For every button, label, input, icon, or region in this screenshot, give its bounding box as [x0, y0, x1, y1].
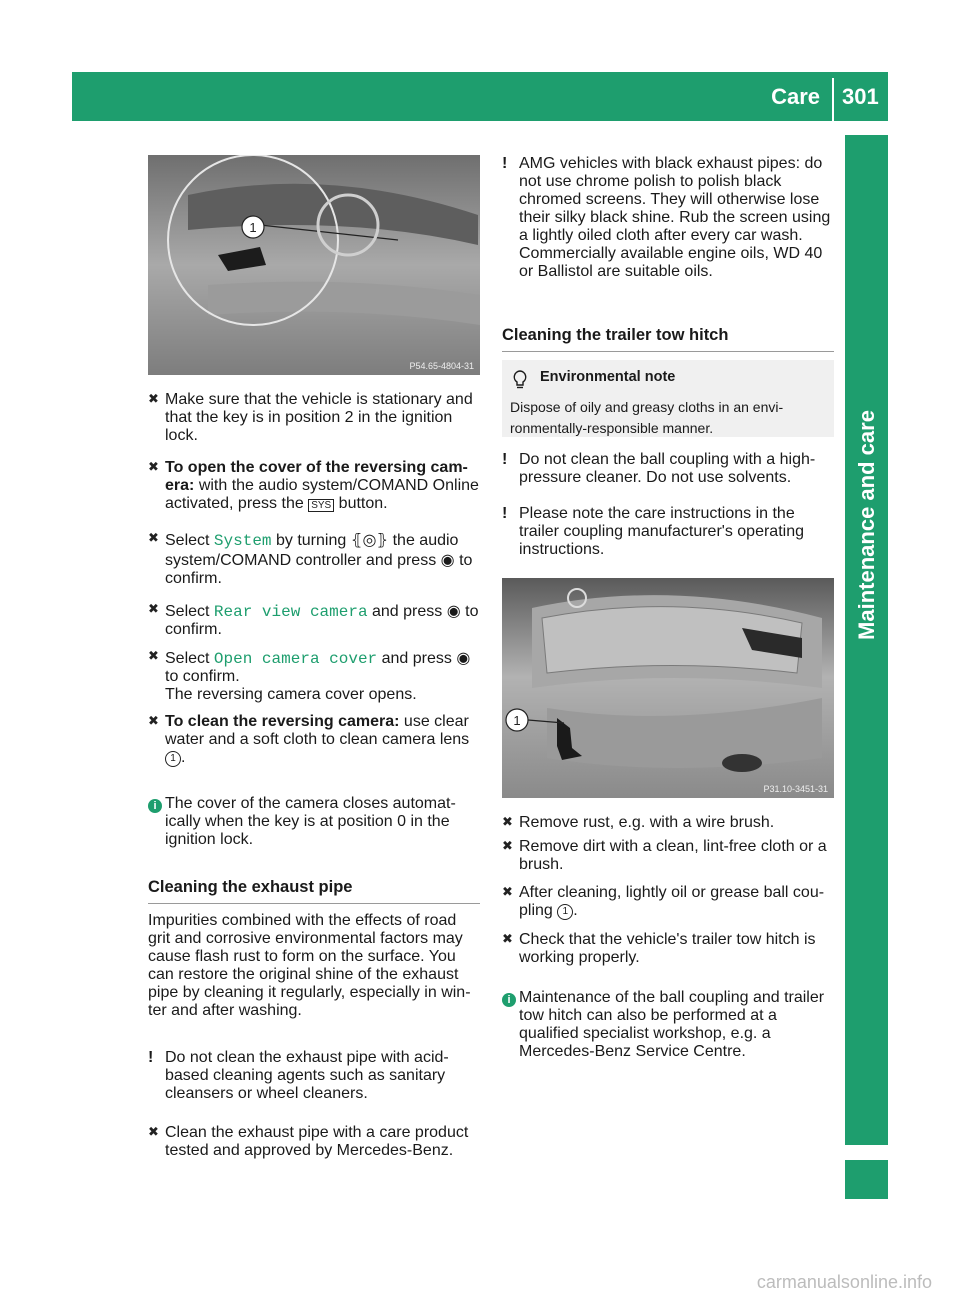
callout-1: 1 — [165, 751, 181, 767]
page-number: 301 — [842, 84, 879, 109]
step-check-text: Check that the vehicle's trailer tow hitch is working properly. — [519, 931, 816, 966]
step-arrow-icon: ✖ — [148, 713, 159, 728]
photo-tow-hitch — [502, 578, 834, 798]
info-icon: i — [502, 993, 516, 1007]
info-icon: i — [148, 799, 162, 813]
warning-pressure — [502, 451, 836, 487]
controller-turn-icon: ⦃◎⦄ — [350, 532, 389, 549]
menu-item-open-camera-cover: Open camera cover — [213, 650, 378, 668]
heading-rule — [502, 351, 834, 352]
step-select-rear-view — [148, 601, 480, 639]
heading-hitch: Cleaning the trailer tow hitch — [502, 326, 729, 344]
heading-exhaust: Cleaning the exhaust pipe — [148, 878, 353, 896]
warning-icon: ! — [502, 155, 508, 172]
step-oil-ball: ✖ After cleaning, lightly oil or grease ball cou-pling 1 . — [502, 884, 825, 919]
warning-exhaust — [148, 1049, 480, 1103]
step-dirt-text: Remove dirt with a clean, lint-free cloth or a brush. — [519, 838, 827, 873]
controller-press-icon: ◉ — [456, 650, 471, 667]
step-clean-text: use clear water and a soft cloth to clean camera lens — [165, 713, 470, 748]
exhaust-paragraph: Impurities combined with the effects of road grit and corrosive environmental factors may cause flash rust to form on the surface. You can restore the original shine of the exhaust pipe by cleaning it regularly, especially in win-ter and after washing. — [148, 912, 471, 1019]
select-label: Select — [165, 532, 210, 549]
photo1-code: P54.65-4804-31 — [409, 361, 474, 371]
step-oil-text: After cleaning, lightly oil or grease ball cou-pling — [519, 884, 825, 919]
env-text: Dispose of oily and greasy cloths in an envi-ronmentally-responsible manner. — [510, 399, 784, 436]
heading-rule — [148, 903, 480, 904]
menu-item-system: System — [213, 532, 272, 550]
warning-care-text: Please note the care instructions in the trailer coupling manufacturer's operating instructions. — [519, 505, 804, 558]
controller-press-icon: ◉ — [440, 552, 455, 569]
step-check-hitch — [502, 931, 836, 967]
section-title: Care — [771, 84, 820, 109]
step-arrow-icon: ✖ — [148, 601, 159, 616]
select-label: Select — [165, 603, 210, 620]
step-arrow-icon: ✖ — [148, 648, 159, 663]
environmental-note — [502, 360, 834, 437]
step-arrow-icon: ✖ — [502, 884, 513, 899]
step-stationary — [148, 391, 480, 445]
step-open-cover — [148, 459, 480, 513]
step-clean-camera: ✖ To clean the reversing camera: use clear water and a soft cloth to clean camera lens 1 . — [148, 713, 470, 766]
warning-amg-text: AMG vehicles with black exhaust pipes: do not use chrome polish to polish black chromed screens. They will otherwise lose their silky black shine. Rub the screen using a lightly oiled cloth after every car wash. Commercially available engine oils, WD 40 or Ballistol are suitable oils. — [519, 155, 831, 280]
step-arrow-icon: ✖ — [502, 838, 513, 853]
step-stationary-text: Make sure that the vehicle is stationary and that the key is in position 2 in the ignition lock. — [165, 391, 473, 444]
photo2-code: P31.10-3451-31 — [763, 784, 828, 794]
step-remove-dirt — [502, 838, 836, 874]
select-tail: the audio system/COMAND controller and press — [165, 532, 459, 569]
step-arrow-icon: ✖ — [148, 391, 159, 406]
warning-care — [502, 505, 836, 559]
step-open-text: with the audio system/COMAND Online activated, press the — [165, 477, 479, 512]
select-label: Select — [165, 650, 210, 667]
step-select-system — [148, 530, 480, 588]
info1-text: The cover of the camera closes automat-ically when the key is at position 0 in the ignition lock. — [165, 795, 456, 848]
step-arrow-icon: ✖ — [148, 459, 159, 474]
controller-press-icon: ◉ — [446, 603, 461, 620]
side-chapter-text: Maintenance and care — [853, 410, 879, 640]
header-divider — [832, 78, 834, 121]
select-tail: to confirm. — [165, 603, 479, 638]
env-title: Environmental note — [540, 369, 676, 385]
callout-1: 1 — [557, 904, 573, 920]
menu-item-rear-view-camera: Rear view camera — [213, 603, 368, 621]
step-arrow-icon: ✖ — [502, 814, 513, 829]
sys-button-icon: SYS — [308, 499, 334, 512]
info2-text: Maintenance of the ball coupling and trailer tow hitch can also be performed at a qualified specialist workshop, e.g. a Mercedes-Benz Service Centre. — [519, 989, 825, 1060]
step-arrow-icon: ✖ — [148, 530, 159, 545]
step-open-tail: button. — [338, 495, 388, 512]
step-open-bold: To open the cover of the reversing cam-era: — [165, 459, 468, 494]
photo-reversing-camera — [148, 155, 480, 375]
warning-icon: ! — [502, 451, 508, 468]
step-select-open-cover — [148, 648, 480, 704]
warning-amg — [502, 155, 836, 281]
select-result: The reversing camera cover opens. — [165, 686, 417, 703]
header-bar — [72, 72, 888, 121]
photo2-callout: 1 — [513, 713, 521, 728]
lightbulb-icon — [512, 370, 528, 390]
step-clean-exhaust — [148, 1124, 480, 1160]
select-post: and press — [372, 603, 443, 620]
side-chapter-label — [845, 135, 888, 1145]
step-arrow-icon: ✖ — [148, 1124, 159, 1139]
to-confirm: to confirm. — [165, 668, 240, 685]
photo1-callout: 1 — [249, 220, 257, 235]
step-exhaust-text: Clean the exhaust pipe with a care product tested and approved by Mercedes-Benz. — [165, 1124, 469, 1159]
to-confirm: to confirm. — [165, 552, 473, 587]
warning-exhaust-text: Do not clean the exhaust pipe with acid-based cleaning agents such as sanitary cleansers or wheel cleaners. — [165, 1049, 449, 1102]
warning-icon: ! — [148, 1049, 154, 1066]
select-post: and press — [381, 650, 452, 667]
step-remove-rust — [502, 814, 836, 832]
info-maintenance — [502, 989, 836, 1061]
select-post: by turning — [275, 532, 347, 549]
side-tab-marker — [845, 1160, 888, 1199]
info-camera-closes — [148, 795, 480, 849]
step-rust-text: Remove rust, e.g. with a wire brush. — [519, 814, 775, 831]
watermark: carmanualsonline.info — [756, 1272, 932, 1292]
warning-pressure-text: Do not clean the ball coupling with a high-pressure cleaner. Do not use solvents. — [519, 451, 816, 486]
step-clean-bold: To clean the reversing camera: — [165, 713, 400, 730]
warning-icon: ! — [502, 505, 508, 522]
step-arrow-icon: ✖ — [502, 931, 513, 946]
